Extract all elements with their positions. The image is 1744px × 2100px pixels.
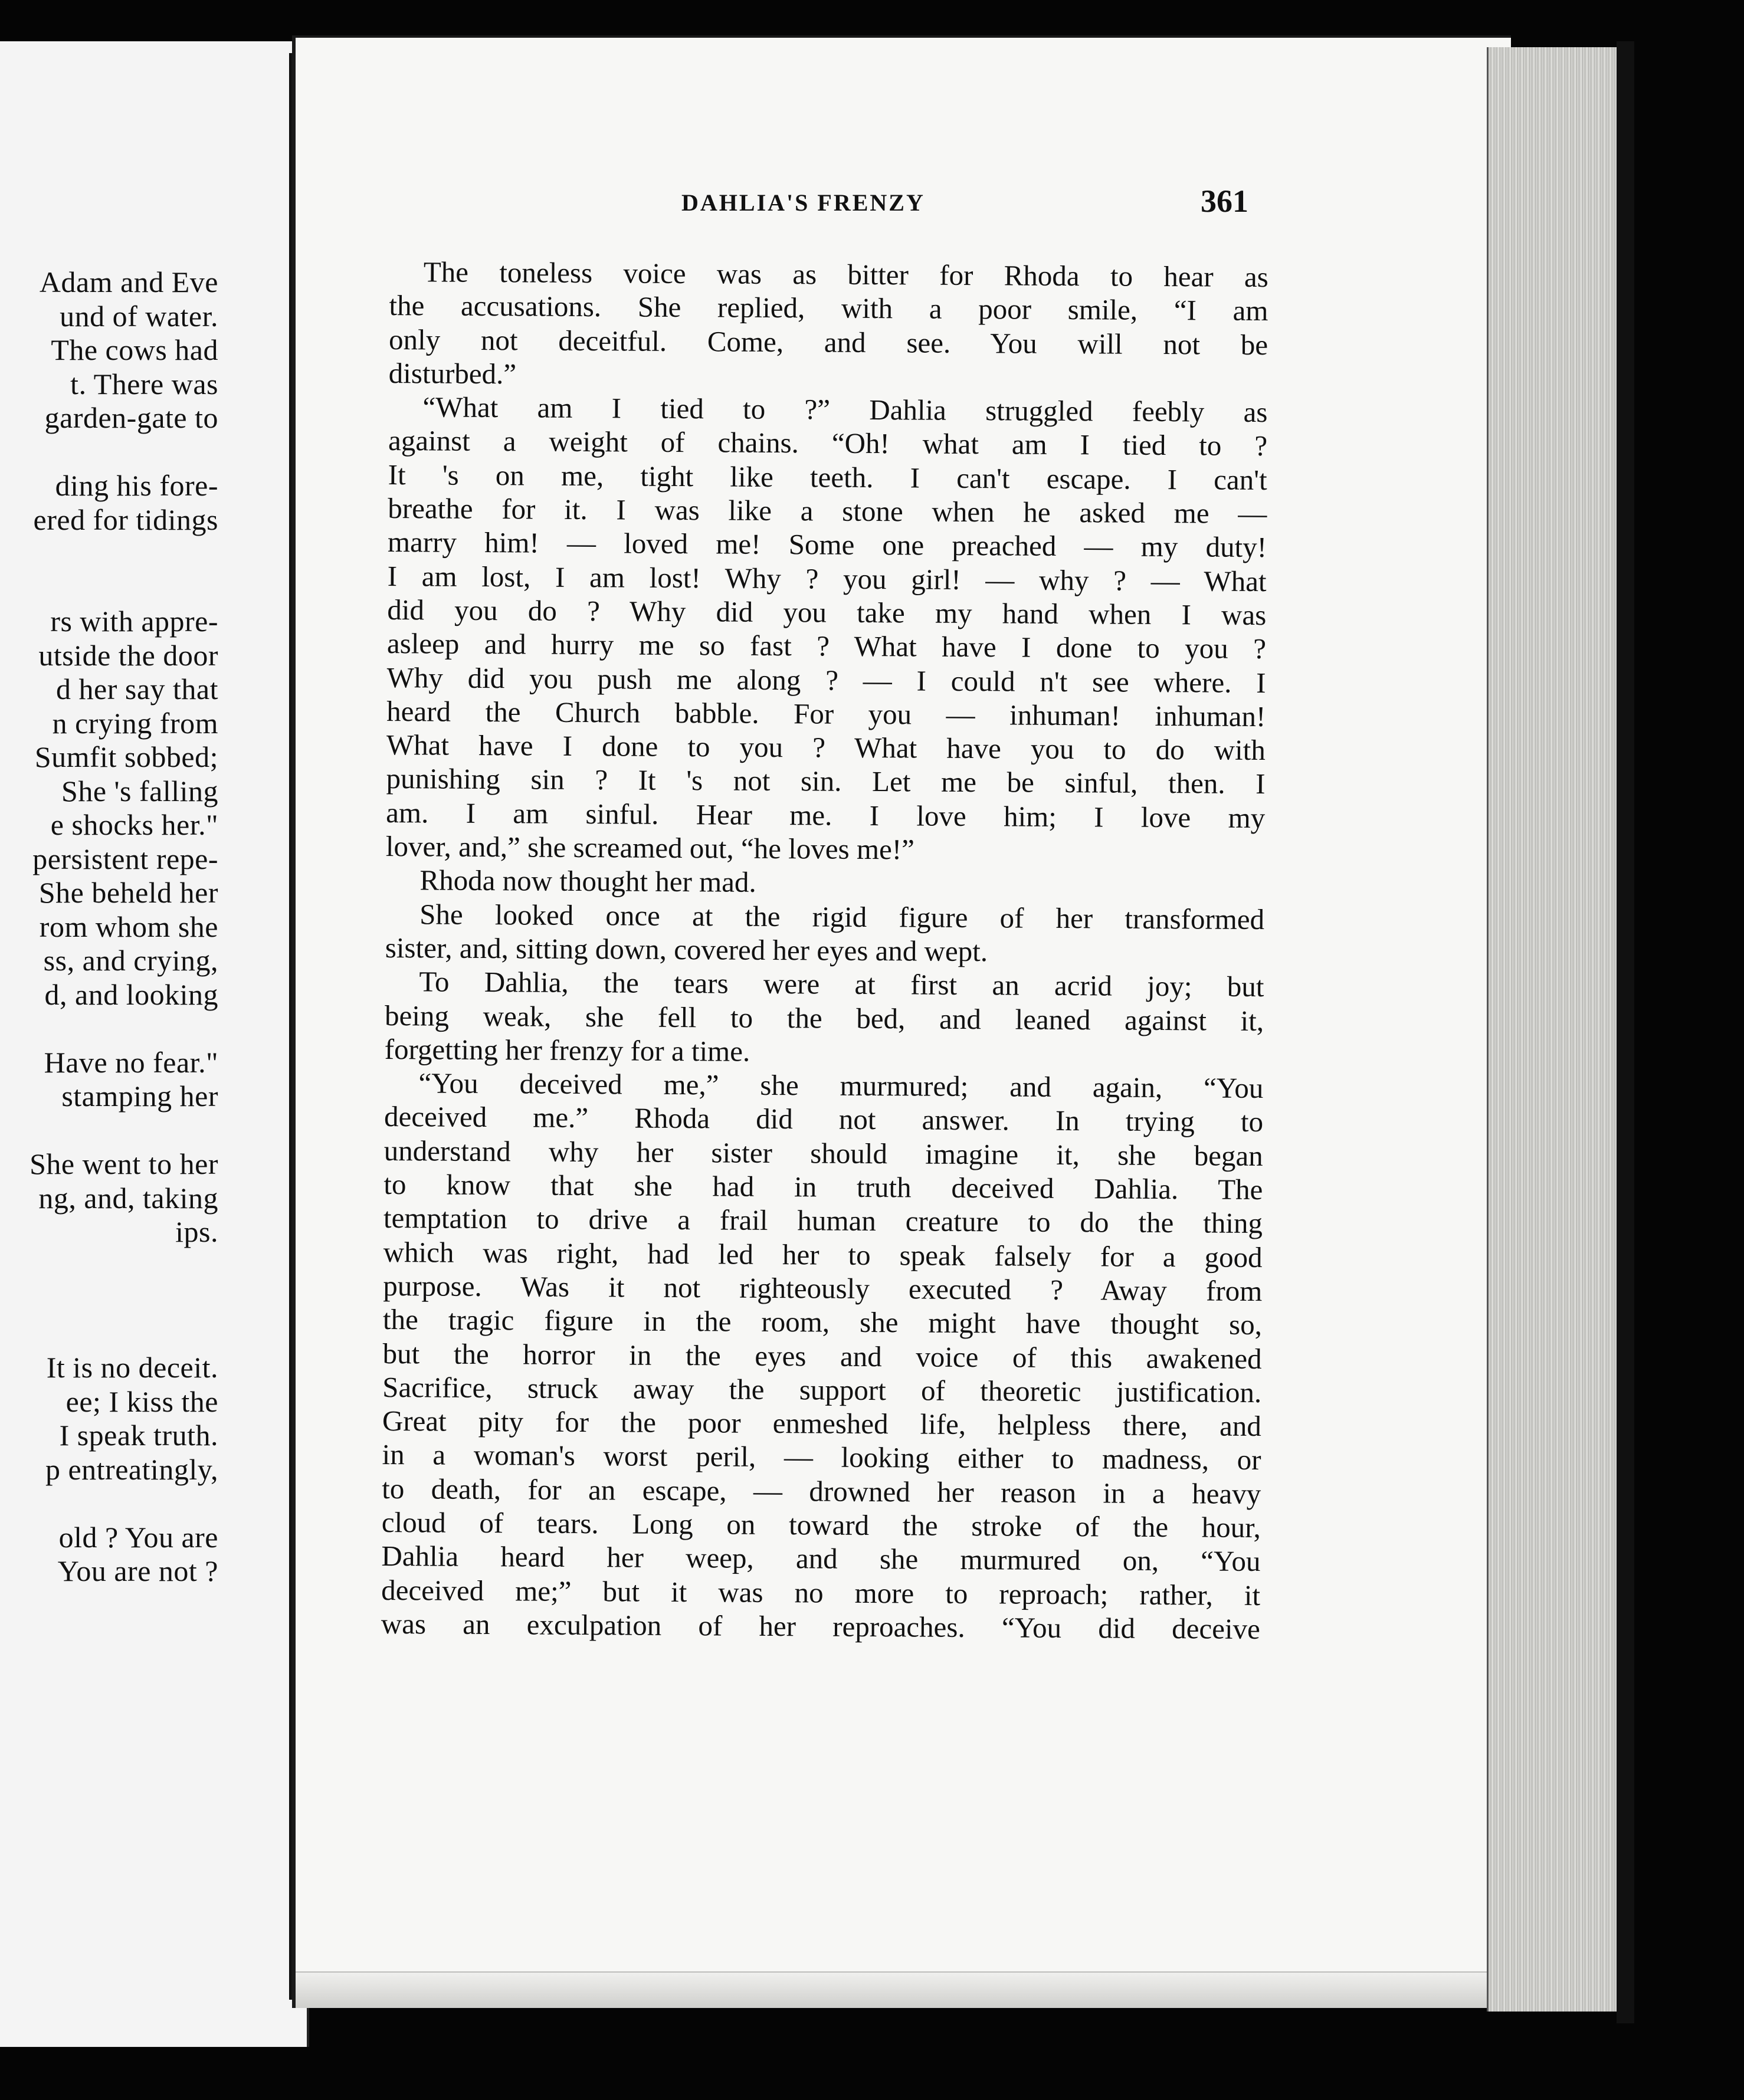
left-page-line: rs with appre- xyxy=(50,605,218,638)
text-line: against a weight of chains. “Oh! what am I tied to ? xyxy=(388,424,1268,462)
left-page-line: stamping her xyxy=(61,1079,218,1113)
left-page-line: ding his fore- xyxy=(55,469,218,502)
text-line: to death, for an escape, — drowned her reason in a heavy xyxy=(382,1472,1261,1510)
left-page-line: Sumfit sobbed; xyxy=(34,740,218,773)
left-page-line: Adam and Eve xyxy=(39,265,218,298)
left-page-line: ee; I kiss the xyxy=(65,1384,218,1418)
page-number: 361 xyxy=(1201,183,1248,219)
left-page-line: You are not ? xyxy=(57,1554,218,1587)
text-line: lover, and,” she screamed out, “he loves me!” xyxy=(385,830,915,866)
text-line: but the horror in the eyes and voice of this awakened xyxy=(382,1337,1262,1375)
left-facing-page xyxy=(0,41,309,2047)
text-line: What have I done to you ? What have you to do with xyxy=(386,729,1266,767)
text-line: the tragic figure in the room, she might have thought so, xyxy=(382,1303,1263,1341)
left-page-line: She beheld her xyxy=(38,876,218,909)
left-page-line: d her say that xyxy=(56,672,218,706)
left-page-line: It is no deceit. xyxy=(46,1351,218,1384)
text-line: being weak, she fell to the bed, and leaned against it, xyxy=(384,999,1264,1037)
text-line: Why did you push me along ? — I could n't see where. I xyxy=(386,661,1266,699)
left-page-line xyxy=(0,435,218,470)
text-line: It 's on me, tight like teeth. I can't escape. I can't xyxy=(388,458,1267,496)
text-line: Sacrifice, struck away the support of theoretic justification. xyxy=(382,1370,1262,1409)
text-line: I am lost, I am lost! Why ? you girl! — why ? — What xyxy=(387,559,1267,598)
page-bottom-edge xyxy=(296,1971,1511,2008)
text-line: temptation to drive a frail human creature to do the thing xyxy=(383,1202,1263,1240)
text-line: cloud of tears. Long on toward the stroke of the hour, xyxy=(381,1505,1261,1544)
text-line: deceived me.” Rhoda did not answer. In trying to xyxy=(383,1100,1264,1138)
text-line: to know that she had in truth deceived Dahlia. The xyxy=(383,1167,1263,1206)
left-page-line: und of water. xyxy=(60,299,218,333)
left-page-line: The cows had xyxy=(51,333,218,366)
text-line: Great pity for the poor enmeshed life, helpless there, and xyxy=(382,1405,1262,1443)
left-page-line: Have no fear." xyxy=(44,1045,218,1079)
body-text xyxy=(381,255,1268,1646)
left-page-line xyxy=(0,1249,218,1284)
text-line: deceived me;” but it was no more to reproach; rather, it xyxy=(381,1573,1261,1612)
text-line: breathe for it. I was like a stone when he asked me — xyxy=(388,492,1267,530)
left-page-line xyxy=(0,571,218,605)
left-page-line xyxy=(0,1487,218,1521)
text-line: sister, and, sitting down, covered her eyes and wept. xyxy=(385,931,988,968)
left-page-line: n crying from xyxy=(52,706,218,740)
text-line: Rhoda now thought her mad. xyxy=(419,864,756,899)
left-page-line: d, and looking xyxy=(44,977,218,1011)
left-page-line: old ? You are xyxy=(58,1520,218,1554)
left-page-line xyxy=(0,1114,218,1148)
text-line: was an exculpation of her reproaches. “You did deceive xyxy=(381,1607,1260,1645)
left-page-line: ss, and crying, xyxy=(43,944,218,977)
text-line: did you do ? Why did you take my hand when I was xyxy=(387,593,1267,632)
left-page-line: ng, and, taking xyxy=(38,1181,218,1215)
left-page-line xyxy=(0,1317,218,1351)
left-page-line: She 's falling xyxy=(61,774,218,808)
left-page-line xyxy=(0,1283,218,1317)
left-page-text-column xyxy=(0,265,218,1589)
left-page-line xyxy=(0,1012,218,1046)
running-head: DAHLIA'S FRENZY xyxy=(681,189,925,216)
page-block-edges xyxy=(1487,47,1624,2012)
left-page-line: rom whom she xyxy=(39,910,218,943)
page-block-shadow xyxy=(1617,41,1634,2023)
text-line: “What am I tied to ?” Dahlia struggled feebly as xyxy=(422,391,1268,429)
left-page-line: p entreatingly, xyxy=(45,1452,218,1486)
text-line: disturbed.” xyxy=(388,356,517,391)
left-page-line: She went to her xyxy=(29,1147,218,1180)
left-page-line: e shocks her." xyxy=(50,808,218,841)
text-line: which was right, had led her to speak falsely for a good xyxy=(383,1235,1263,1274)
text-line: punishing sin ? It 's not sin. Let me be sinful, then. I xyxy=(386,762,1266,800)
left-page-line: ips. xyxy=(175,1215,218,1248)
text-line: only not deceitful. Come, and see. You will not be xyxy=(388,323,1268,361)
left-page-line: utside the door xyxy=(38,638,218,672)
text-line: purpose. Was it not righteously executed ? Away from xyxy=(383,1269,1263,1307)
left-page-line: persistent repe- xyxy=(32,842,218,875)
text-line: Dahlia heard her weep, and she murmured on, “You xyxy=(381,1540,1261,1578)
text-line: am. I am sinful. Hear me. I love him; I love my xyxy=(386,796,1266,834)
left-page-line: I speak truth. xyxy=(59,1419,218,1452)
left-page-line xyxy=(0,537,218,571)
text-line: marry him! — loved me! Some one preached — my duty! xyxy=(387,526,1267,564)
text-line: “You deceived me,” she murmured; and again, “You xyxy=(418,1067,1264,1105)
text-line: understand why her sister should imagine it, she began xyxy=(383,1134,1263,1172)
text-line: forgetting her frenzy for a time. xyxy=(384,1032,750,1068)
text-line: asleep and hurry me so fast ? What have I done to you ? xyxy=(386,627,1267,665)
left-page-line: t. There was xyxy=(70,367,218,401)
text-line: the accusations. She replied, with a poor smile, “I am xyxy=(389,289,1268,327)
text-line: To Dahlia, the tears were at first an acrid joy; but xyxy=(419,965,1264,1003)
left-page-line: garden-gate to xyxy=(44,401,218,434)
left-page-line: ered for tidings xyxy=(33,503,218,536)
text-line: in a woman's worst peril, — looking either to madness, or xyxy=(382,1438,1261,1476)
text-line: The toneless voice was as bitter for Rhoda to hear as xyxy=(423,255,1268,294)
text-line: heard the Church babble. For you — inhuman! inhuman! xyxy=(386,694,1266,733)
text-line: She looked once at the rigid figure of her transformed xyxy=(419,897,1265,936)
